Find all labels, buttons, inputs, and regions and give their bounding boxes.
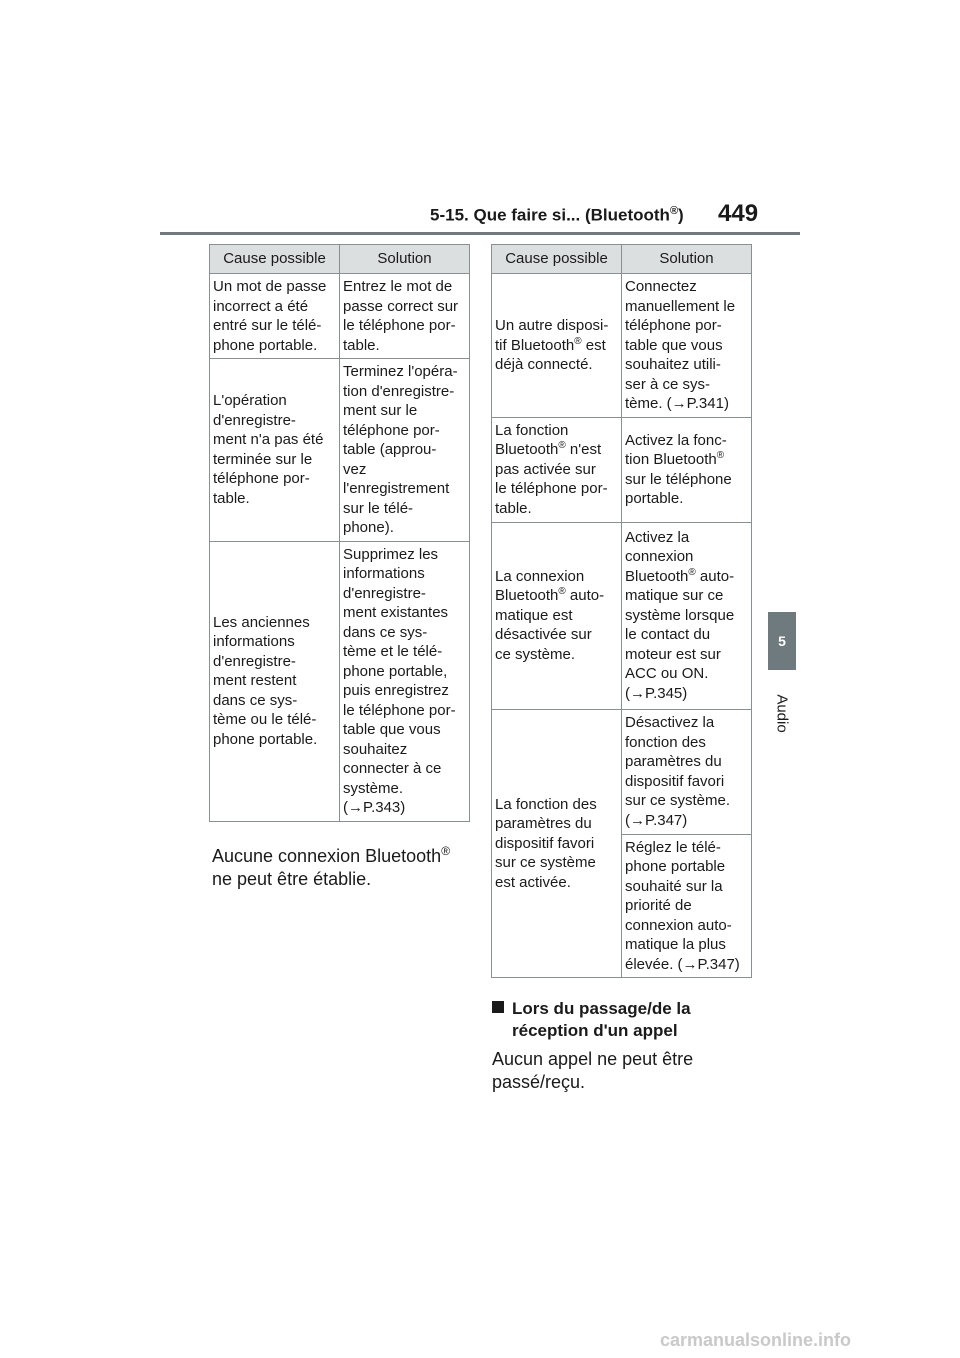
cause-cell: Un mot de passe incorrect a été entré sur le télé- phone portable.	[213, 278, 327, 354]
header-cause: Cause possible	[492, 245, 622, 274]
cause-cell: La connexion Bluetooth® auto- matique est désactivée sur ce système.	[495, 567, 605, 663]
table-row	[210, 541, 470, 821]
watermark: carmanualsonline.info	[660, 1330, 852, 1350]
header-solution: Solution	[340, 245, 470, 274]
solution-cell: Réglez le télé- phone portable souhaité sur la priorité de connexion auto- matique la plus élevée. (→P.347)	[625, 838, 740, 973]
table-row	[492, 522, 752, 709]
cause-cell: L'opération d'enregistre- ment n'a pas été terminée sur le téléphone por- table.	[213, 392, 324, 507]
table-row	[210, 274, 470, 359]
table-header-row	[492, 245, 752, 274]
body-text: Aucun appel ne peut être passé/reçu.	[492, 1049, 694, 1092]
solution-cell: Supprimez les informations d'enregistre- ment existantes dans ce sys- tème et le télé- phone portable, puis enregistrez le téléphone por- table que vous souhaitez connecter à ce système. (→P.343)	[343, 545, 456, 816]
right-troubleshooting-table	[491, 244, 752, 978]
solution-cell: Activez la connexion Bluetooth® auto- matique sur ce système lorsque le contact du moteur est sur ACC ou ON. (→P.345)	[625, 528, 735, 702]
cause-cell: Un autre disposi- tif Bluetooth® est déjà connecté.	[495, 317, 609, 373]
header-solution: Solution	[622, 245, 752, 274]
page-number: 449	[718, 200, 759, 227]
table-row	[210, 359, 470, 542]
section-title: 5-15. Que faire si... (Bluetooth®)	[430, 205, 684, 225]
solution-cell: Terminez l'opéra- tion d'enregistre- ment sur le téléphone por- table (approu- vez l'enregistrement sur le télé- phone).	[343, 363, 458, 536]
solution-cell: Connectez manuellement le téléphone por- table que vous souhaitez utili- ser à ce sys- tème. (→P.341)	[625, 278, 736, 412]
cause-cell: La fonction Bluetooth® n'est pas activée sur le téléphone por- table.	[495, 421, 608, 517]
table-row	[492, 417, 752, 522]
table-row	[492, 274, 752, 418]
solution-cell: Désactivez la fonction des paramètres du dispositif favori sur ce système. (→P.347)	[625, 714, 731, 829]
solution-cell: Activez la fonc- tion Bluetooth® sur le téléphone portable.	[625, 431, 732, 507]
header-rule	[160, 232, 800, 235]
table-header-row	[210, 245, 470, 274]
table-row	[492, 709, 752, 834]
header-cause: Cause possible	[210, 245, 340, 274]
subheading: Lors du passage/de la réception d'un appel	[492, 998, 762, 1042]
left-note: Aucune connexion Bluetooth® ne peut être établie.	[212, 844, 451, 889]
chapter-label: Audio	[773, 694, 791, 733]
cause-cell: La fonction des paramètres du dispositif favori sur ce système est activée.	[495, 795, 597, 891]
square-bullet-icon	[492, 1001, 504, 1013]
chapter-tab: 5	[768, 612, 796, 670]
solution-cell: Entrez le mot de passe correct sur le téléphone por- table.	[343, 278, 459, 354]
cause-cell: Les anciennes informations d'enregistre- ment restent dans ce sys- tème ou le télé- phone portable.	[213, 613, 318, 748]
left-troubleshooting-table	[209, 244, 470, 822]
